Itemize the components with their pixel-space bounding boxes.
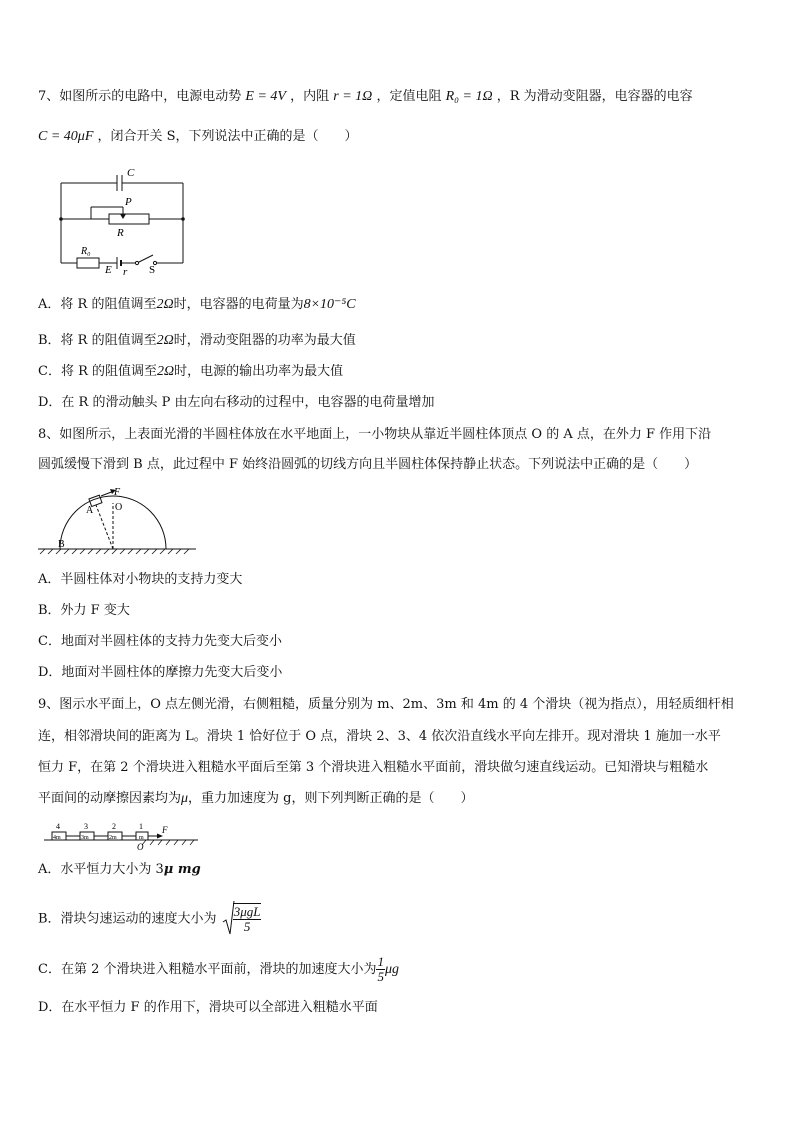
slider-1-mass: m	[139, 835, 144, 841]
emf-expr: E = 4V	[245, 89, 286, 104]
point-o-label: O	[137, 842, 144, 852]
slider-4-mass: 4m	[53, 835, 61, 841]
slider-4-number: 4	[56, 822, 60, 831]
capacitance-expr: C = 40μF	[38, 129, 94, 144]
q7-option-b: B．将 R 的阻值调至2Ω时，滑动变阻器的功率为最大值	[38, 333, 356, 348]
slider-label: P	[125, 196, 132, 208]
q8-option-a: A．半圆柱体对小物块的支持力变大	[38, 572, 243, 587]
q9-stem-line4: 平面间的动摩擦因素均为μ，重力加速度为 g，则下列判断正确的是（ ）	[38, 791, 474, 806]
slider-1-number: 1	[139, 822, 143, 831]
sqrt-expression: $\frac{\text{3μgL}}{5}$	[223, 900, 262, 938]
q7-circuit-diagram	[55, 165, 190, 278]
force-f-label: F	[162, 825, 168, 835]
slider-2-number: 2	[112, 822, 116, 831]
q9-option-d: D．在水平恒力 F 的作用下，滑块可以全部进入粗糙水平面	[38, 1000, 378, 1015]
q9-stem-line3: 恒力 F，在第 2 个滑块进入粗糙水平面后至第 3 个滑块进入粗糙水平面前，滑块做匀速直线运动。已知滑块与粗糙水	[38, 760, 709, 775]
q8-half-cylinder-diagram	[38, 487, 198, 562]
point-o-label: O	[115, 502, 123, 513]
q9-option-c: C．在第 2 个滑块进入粗糙水平面前，滑块的加速度大小为 $\frac{1}{5}$ μg	[38, 954, 400, 984]
point-b-label: B	[58, 539, 65, 550]
point-a-label: A	[86, 505, 94, 516]
fixed-resistor-expr: R₀ = 1Ω	[445, 89, 493, 104]
q9-stem-line2: 连，相邻滑块间的距离为 L。滑块 1 恰好位于 O 点，滑块 2、3、4 依次沿直线水平向左排开。现对滑块 1 施加一水平	[38, 729, 721, 744]
slider-2-mass: 2m	[109, 835, 117, 841]
q7-option-d: D．在 R 的滑动触头 P 由左向右移动的过程中，电容器的电荷量增加	[38, 395, 435, 410]
q9-sliders-diagram	[42, 818, 202, 852]
q8-stem-line2: 圆弧缓慢下滑到 B 点，此过程中 F 始终沿圆弧的切线方向且半圆柱体保持静止状态。下列说法中正确的是（ ）	[38, 457, 698, 472]
q9-option-b: B．滑块匀速运动的速度大小为 $\frac{\text{3μgL}}{5}$	[38, 900, 261, 939]
q7-stem-line2: C = 40μF ，闭合开关 S，下列说法中正确的是（ ）	[38, 129, 358, 144]
slider-3-number: 3	[84, 822, 88, 831]
emf-label: E	[105, 264, 112, 276]
q8-stem-line1: 8、如图所示，上表面光滑的半圆柱体放在水平地面上，一小物块从靠近半圆柱体顶点 O 的 A 点，在外力 F 作用下沿	[38, 427, 712, 442]
rheostat-label: R	[117, 227, 124, 239]
internal-r-label: r	[123, 266, 128, 278]
switch-label: S	[149, 264, 156, 276]
slider-3-mass: 3m	[81, 835, 89, 841]
resistor-r0-label: R₀	[81, 246, 91, 257]
capacitor-label: C	[127, 167, 135, 179]
q8-option-c: C．地面对半圆柱体的支持力先变大后变小	[38, 634, 282, 649]
q8-option-b: B．外力 F 变大	[38, 603, 130, 618]
fraction-one-fifth: $\frac{1}{5}$	[377, 954, 384, 984]
q9-option-a: A．水平恒力大小为 3μ mg	[38, 862, 201, 877]
force-f-label: F	[114, 487, 121, 498]
q7-option-c: C．将 R 的阻值调至2Ω时，电源的输出功率为最大值	[38, 364, 344, 379]
q8-option-d: D．地面对半圆柱体的摩擦力先变大后变小	[38, 665, 283, 680]
q7-option-a: A．将 R 的阻值调至2Ω时，电容器的电荷量为8×10⁻⁵C	[38, 297, 356, 312]
q7-stem-line1: 7、如图所示的电路中，电源电动势 E = 4V ，内阻 r = 1Ω ，定值电阻 R₀ = 1Ω ，R 为滑动变阻器，电容器的电容	[38, 89, 693, 104]
internal-resistance-expr: r = 1Ω	[333, 89, 373, 104]
q9-stem-line1: 9、图示水平面上，O 点左侧光滑，右侧粗糙，质量分别为 m、2m、3m 和 4m 的 4 个滑块（视为指点），用轻质细杆相	[38, 697, 734, 712]
